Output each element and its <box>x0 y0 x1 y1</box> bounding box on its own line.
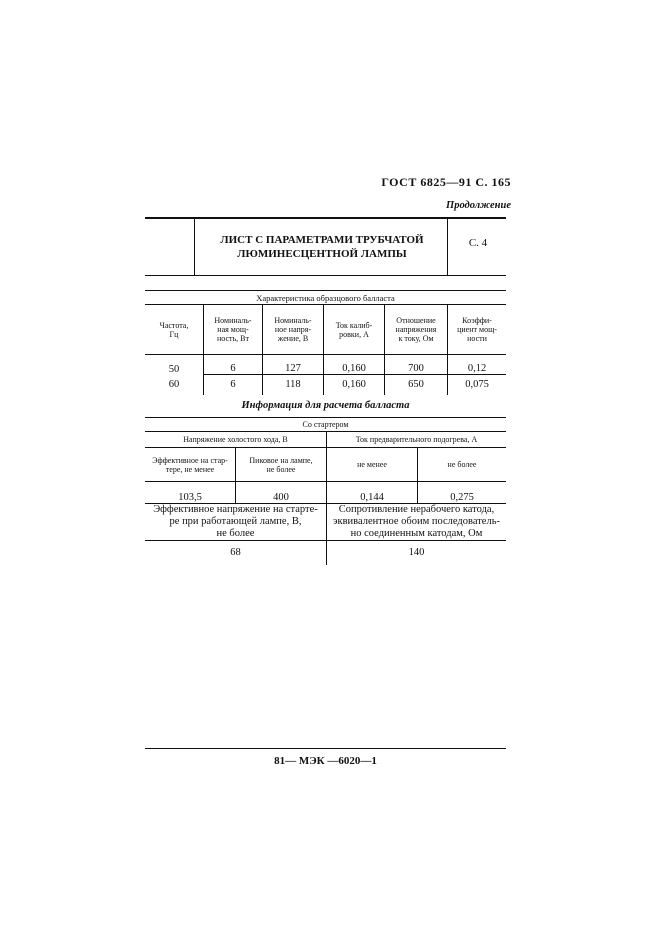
open-circuit-header: Напряжение холостого хода, В <box>145 432 327 448</box>
calc-title: Информация для расчета балласта <box>241 400 410 411</box>
calc-table <box>145 417 506 565</box>
header-voltage: Номиналь- ное напря- жение, В <box>263 305 324 355</box>
ballast-table <box>145 290 506 395</box>
header-frequency: Частота, Гц <box>159 320 189 339</box>
header-power-factor: Коэффи- циент мощ- ности <box>448 305 507 355</box>
header-power: Номиналь- ная мощ- ность, Вт <box>204 305 263 355</box>
peak-lamp-header: Пиковое на лампе, не более <box>236 448 327 482</box>
cathode-resistance-header: Сопротивление нерабочего катода, эквивалентное обоим последователь- но соединенным катодам, Ом <box>327 504 507 541</box>
page-footer: 81— МЭК —6020—1 <box>145 748 506 767</box>
header-current: Ток калиб- ровки, А <box>324 305 385 355</box>
starter-header: Со стартером <box>145 418 506 432</box>
continuation-label: Продолжение <box>446 200 511 211</box>
table-row: 60 6 118 0,160 650 0,075 <box>145 375 506 395</box>
min-header: не менее <box>327 448 418 482</box>
eff-starter-header: Эффективное на стар- тере, не менее <box>145 448 236 482</box>
sheet-title-box <box>145 217 506 276</box>
ballast-caption: Характеристика образцового балласта <box>145 291 506 305</box>
table-row: 103,5 400 0,144 0,275 <box>145 482 506 504</box>
sheet-code: С. 4 <box>468 237 488 249</box>
eff-running-header: Эффективное напряжение на старте- ре при работающей лампе, В, не более <box>145 504 327 541</box>
page-header: ГОСТ 6825—91 С. 165 <box>381 175 511 189</box>
preheat-header: Ток предварительного подогрева, А <box>327 432 507 448</box>
header-ratio: Отношение напряжения к току, Ом <box>385 305 448 355</box>
sheet-title: ЛИСТ С ПАРАМЕТРАМИ ТРУБЧАТОЙ ЛЮМИНЕСЦЕНТНОЙ ЛАМПЫ <box>220 234 424 260</box>
max-header: не более <box>418 448 507 482</box>
table-row: 50 6 127 0,160 700 0,12 <box>145 355 506 375</box>
table-row: 68 140 <box>145 541 506 565</box>
